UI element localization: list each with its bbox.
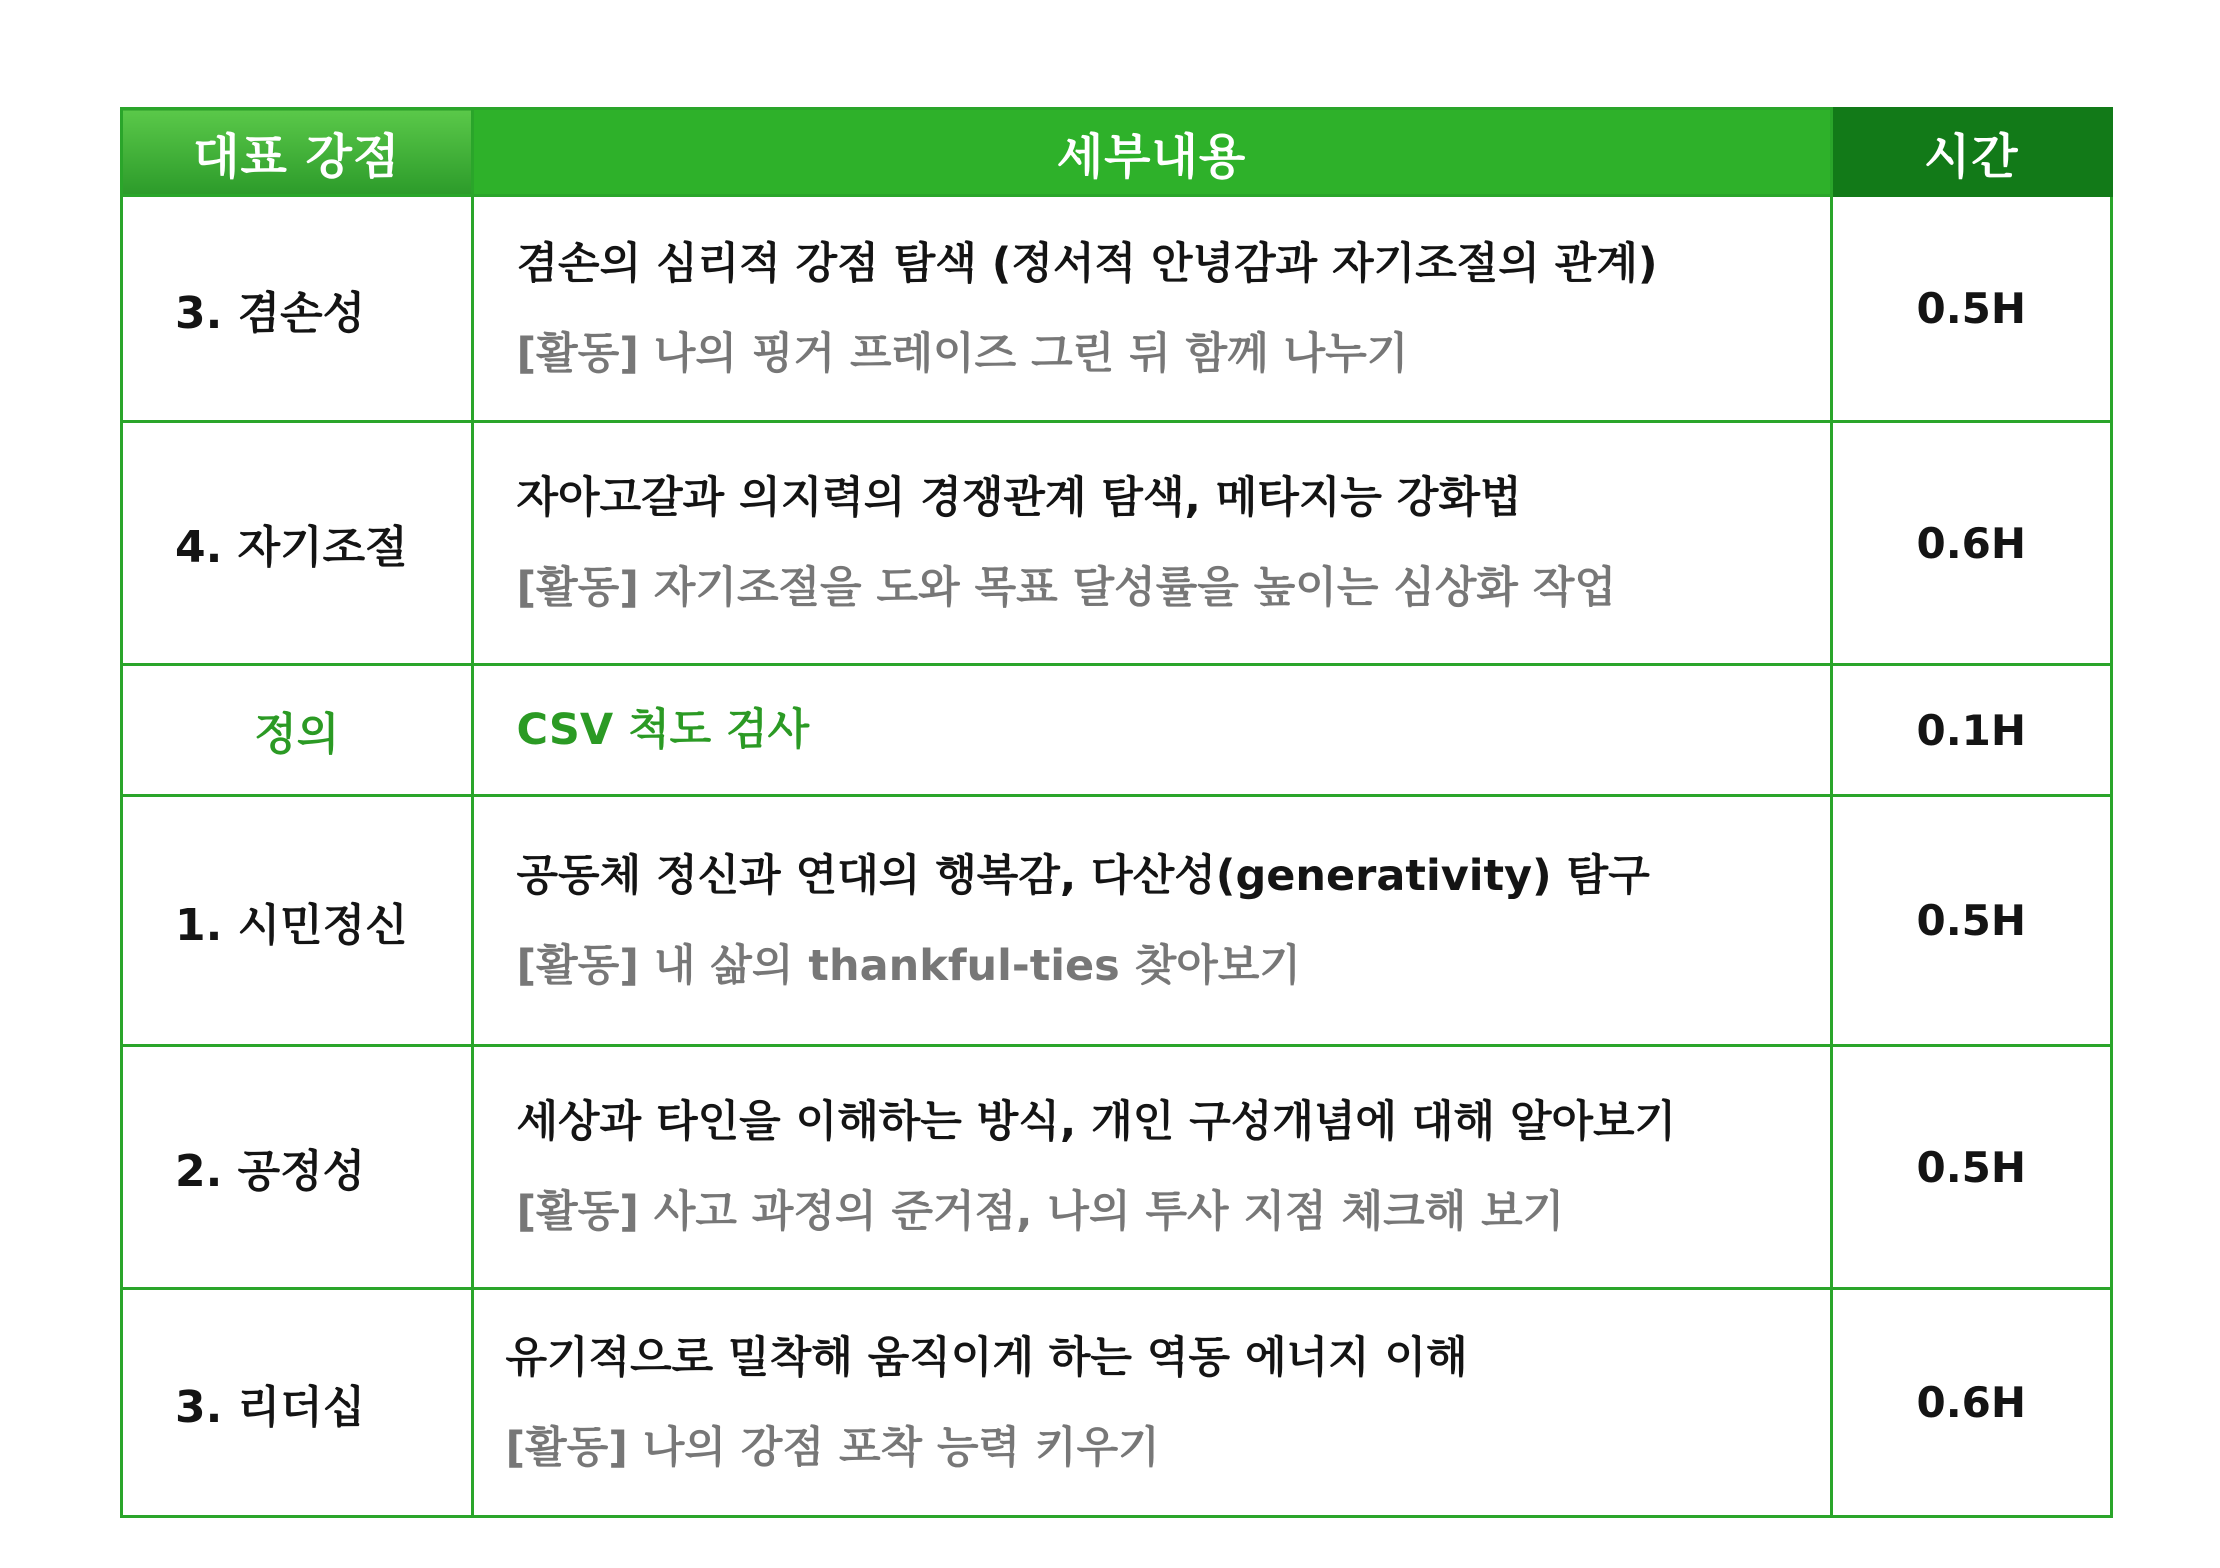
time-cell: 0.6H	[1831, 1289, 2111, 1517]
activity-text: [활동] 자기조절을 도와 목표 달성률을 높이는 심상화 작업	[516, 563, 1616, 613]
table-row	[122, 422, 2112, 665]
strength-cell: 2. 공정성	[122, 1046, 473, 1289]
time-cell: 0.1H	[1831, 665, 2111, 796]
header-detail: 세부내용	[472, 109, 1831, 196]
strength-cell: 정의	[122, 665, 473, 796]
topic-text: 자아고갈과 의지력의 경쟁관계 탐색, 메타지능 강화법	[516, 473, 1522, 523]
topic-text: 겸손의 심리적 강점 탐색 (정서적 안녕감과 자기조절의 관계)	[516, 238, 1658, 289]
table-row	[122, 1046, 2112, 1289]
strength-cell: 3. 리더십	[122, 1289, 473, 1517]
activity-text: [활동] 사고 과정의 준거점, 나의 투사 지점 체크해 보기	[516, 1187, 1565, 1237]
topic-text: 공동체 정신과 연대의 행복감, 다산성(generativity) 탐구	[516, 850, 1650, 901]
header-strength: 대표 강점	[122, 109, 473, 196]
time-cell: 0.5H	[1831, 796, 2111, 1046]
table-row	[122, 196, 2112, 422]
topic-text: 유기적으로 밀착해 움직이게 하는 역동 에너지 이해	[505, 1332, 1468, 1383]
detail-cell	[472, 1289, 1831, 1517]
table-row	[122, 796, 2112, 1046]
time-cell: 0.5H	[1831, 1046, 2111, 1289]
strength-cell: 4. 자기조절	[122, 422, 473, 665]
topic-text: CSV 척도 검사	[516, 705, 810, 755]
activity-text: [활동] 내 삶의 thankful-ties 찾아보기	[516, 940, 1301, 991]
detail-cell	[472, 796, 1831, 1046]
activity-text: [활동] 나의 강점 포착 능력 키우기	[505, 1422, 1160, 1473]
detail-cell	[472, 665, 1831, 796]
table-header-row	[122, 109, 2112, 196]
time-cell: 0.6H	[1831, 422, 2111, 665]
header-time: 시간	[1831, 109, 2111, 196]
detail-cell	[472, 422, 1831, 665]
table-row	[122, 665, 2112, 796]
program-table	[120, 107, 2113, 1518]
topic-text: 세상과 타인을 이해하는 방식, 개인 구성개념에 대해 알아보기	[516, 1097, 1677, 1147]
detail-cell	[472, 1046, 1831, 1289]
time-cell: 0.5H	[1831, 196, 2111, 422]
activity-text: [활동] 나의 핑거 프레이즈 그린 뒤 함께 나누기	[516, 328, 1409, 379]
table-row	[122, 1289, 2112, 1517]
strength-cell: 1. 시민정신	[122, 796, 473, 1046]
detail-cell	[472, 196, 1831, 422]
strength-cell: 3. 겸손성	[122, 196, 473, 422]
